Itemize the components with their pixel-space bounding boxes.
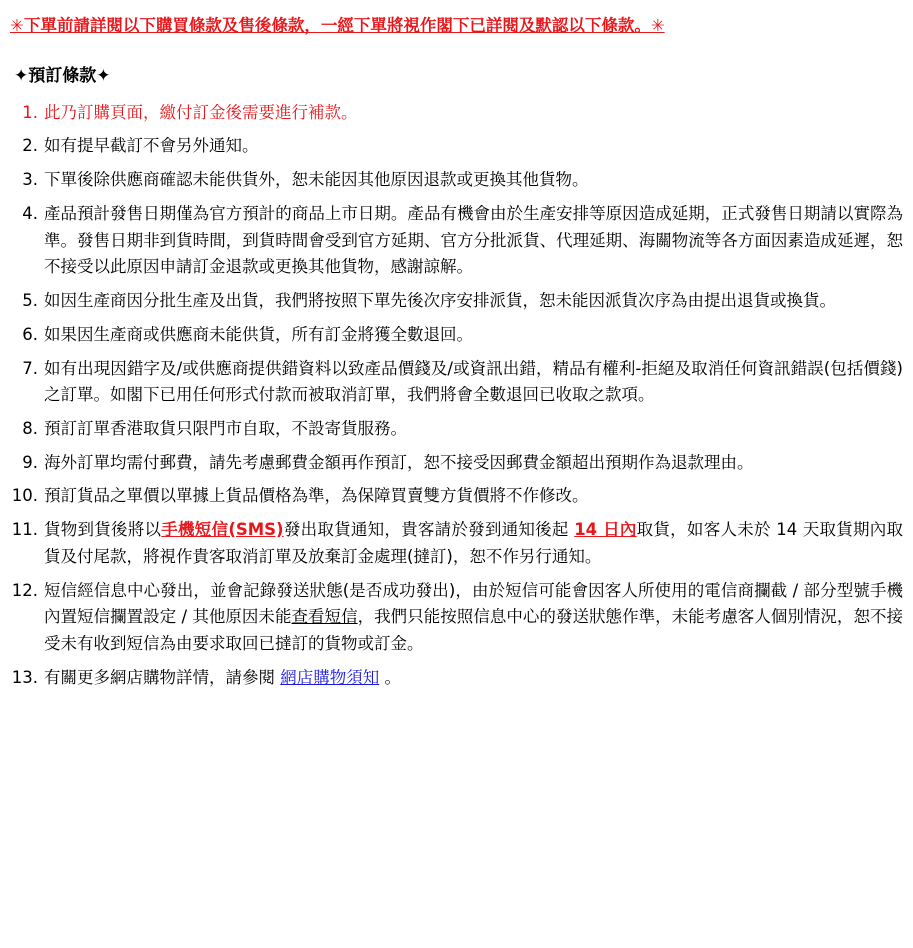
term-item bbox=[8, 517, 903, 570]
term-text-segment: 貨物到貨後將以 bbox=[44, 520, 162, 540]
term-item bbox=[8, 133, 903, 160]
term-text: 產品預計發售日期僅為官方預計的商品上市日期。產品有機會由於生產安排等原因造成延期，正式發售日期請以實際為準。發售日期非到貨時間，到貨時間會受到官方延期、官方分批派貨、代理延期、海關物流等各方面因素造成延遲，恕不接受以此原因申請訂金退款或更換其他貨物，感謝諒解。 bbox=[44, 203, 903, 277]
term-item bbox=[8, 167, 903, 194]
term-text-segment: 發出取貨通知，貴客請於發到通知後起 bbox=[283, 520, 575, 540]
term-item bbox=[8, 322, 903, 349]
term-item bbox=[8, 578, 903, 658]
term-item bbox=[8, 356, 903, 409]
term-text: 如因生產商因分批生產及出貨，我們將按照下單先後次序安排派貨，恕未能因派貨次序為由提出退貨或換貨。 bbox=[44, 291, 836, 311]
term-text-segment: 。 bbox=[379, 667, 401, 687]
shop-guide-link[interactable]: 網店購物須知 bbox=[280, 667, 380, 687]
term-text-segment: 取貨，如客人未於 14 天取貨期內取貨及付尾款，將視作貴客取消訂單及放棄訂金處理(撻訂)，恕不作另行通知。 bbox=[44, 520, 903, 566]
term-number: 6. bbox=[22, 324, 38, 344]
term-item bbox=[8, 416, 903, 443]
term-item bbox=[8, 288, 903, 315]
term-text bbox=[44, 520, 903, 566]
terms-list bbox=[8, 100, 903, 692]
term-text: 如有出現因錯字及/或供應商提供錯資料以致產品價錢及/或資訊出錯，精品有權利-拒絕及取消任何資訊錯誤(包括價錢) 之訂單。如閣下已用任何形式付款而被取消訂單，我們將會全數退回已收取之款項。 bbox=[44, 358, 903, 405]
term-item bbox=[8, 201, 903, 281]
term-number: 2. bbox=[22, 136, 38, 156]
term-text: 預訂訂單香港取貨只限門市自取，不設寄貨服務。 bbox=[44, 418, 407, 438]
section-title-preorder-terms: ✦預訂條款✦ bbox=[14, 65, 111, 86]
term-text bbox=[44, 581, 903, 653]
highlight-red-underline: 手機短信(SMS) bbox=[161, 520, 284, 540]
term-text: 預訂貨品之單價以單據上貨品價格為準，為保障買賣雙方貨價將不作修改。 bbox=[44, 486, 589, 506]
term-item bbox=[8, 665, 903, 692]
term-number: 12. bbox=[11, 580, 38, 600]
term-text bbox=[44, 668, 401, 687]
term-number: 9. bbox=[22, 452, 38, 472]
highlight-red-underline: 14 日內 bbox=[574, 520, 637, 540]
term-text-segment: 有關更多網店購物詳情，請參閱 bbox=[44, 667, 281, 687]
term-text: 此乃訂購頁面，繳付訂金後需要進行補款。 bbox=[44, 102, 358, 122]
term-number: 8. bbox=[22, 418, 38, 438]
term-number: 10. bbox=[11, 486, 38, 506]
term-number: 1. bbox=[22, 102, 38, 122]
term-text: 下單後除供應商確認未能供貨外，恕未能因其他原因退款或更換其他貨物。 bbox=[44, 170, 589, 190]
highlight-underline: 查看短信 bbox=[291, 607, 358, 627]
term-item bbox=[8, 100, 903, 127]
term-text: 海外訂單均需付郵費，請先考慮郵費金額再作預訂，恕不接受因郵費金額超出預期作為退款理由。 bbox=[44, 452, 754, 472]
term-number: 3. bbox=[22, 170, 38, 190]
term-text-segment: ，我們只能按照信息中心的發送狀態作準，未能考慮客人個別情況，恕不接受未有收到短信為由要求取回已撻訂的貨物或訂金。 bbox=[44, 607, 904, 653]
term-number: 11. bbox=[11, 520, 38, 540]
term-item bbox=[8, 450, 903, 477]
term-text-segment: 短信經信息中心發出，並會記錄發送狀態(是否成功發出)，由於短信可能會因客人所使用的電信商攔截 / 部分型號手機內置短信攔置設定 / 其他原因未能 bbox=[44, 580, 903, 627]
purchase-notice: ✳下單前請詳閱以下購買條款及售後條款，一經下單將視作閣下已詳閱及默認以下條款。✳ bbox=[10, 16, 665, 35]
term-item bbox=[8, 483, 903, 510]
term-number: 5. bbox=[22, 291, 38, 311]
term-text: 如果因生產商或供應商未能供貨，所有訂金將獲全數退回。 bbox=[44, 324, 473, 344]
term-text: 如有提早截訂不會另外通知。 bbox=[44, 136, 259, 156]
term-number: 7. bbox=[22, 358, 38, 378]
term-number: 4. bbox=[22, 203, 38, 223]
term-number: 13. bbox=[11, 667, 38, 687]
